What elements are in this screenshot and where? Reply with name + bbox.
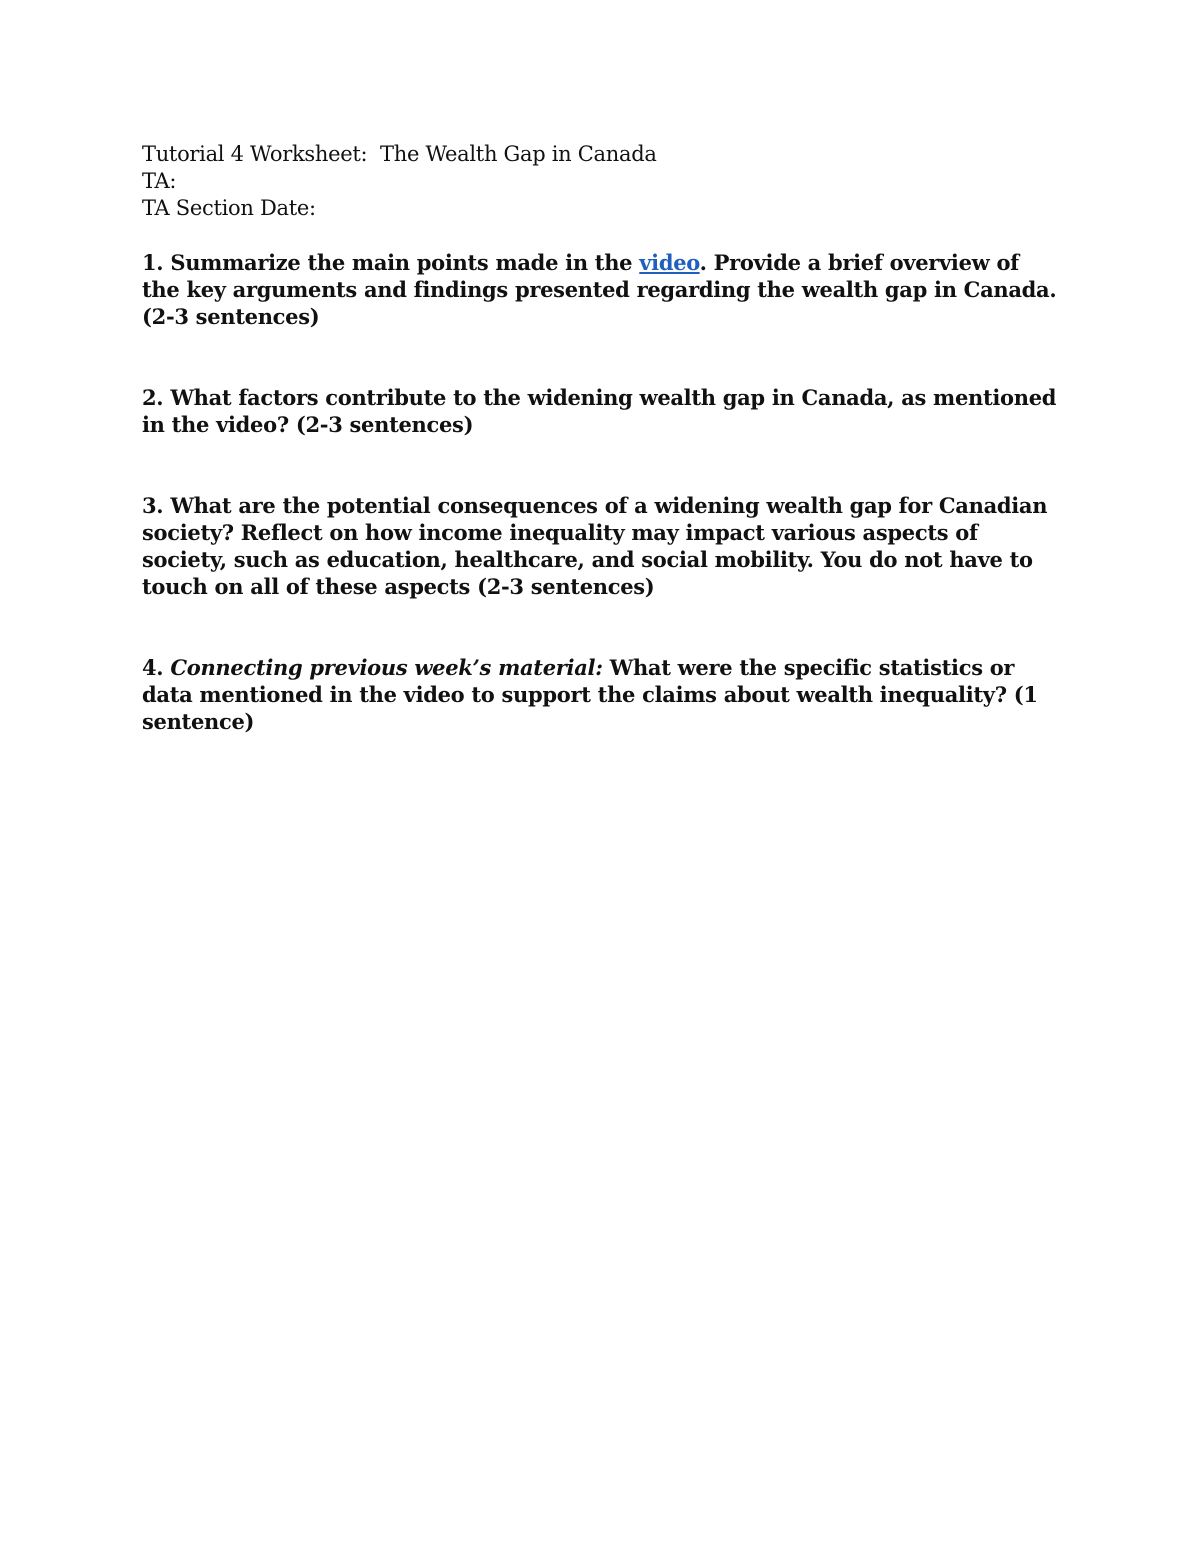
question-2-number: 2. <box>142 385 164 410</box>
document-content <box>142 141 1062 735</box>
question-3-number: 3. <box>142 493 164 518</box>
question-4-number: 4. <box>142 655 164 680</box>
question-1 <box>142 249 1062 330</box>
worksheet-title <box>142 141 1062 168</box>
question-1-text-after-link: . Provide a brief overview of the key arguments and findings presented regarding the wealth gap in Canada. (2-3 sentences) <box>142 250 1057 329</box>
question-4 <box>142 654 1062 735</box>
question-3 <box>142 492 1062 600</box>
question-2 <box>142 384 1062 438</box>
question-2-text: What factors contribute to the widening wealth gap in Canada, as mentioned in the video? (2-3 sentences) <box>142 385 1057 437</box>
worksheet-title-topic: The Wealth Gap in Canada <box>380 142 657 166</box>
ta-section-date-label: TA Section Date: <box>142 196 316 220</box>
worksheet-title-prefix: Tutorial 4 Worksheet: <box>142 142 368 166</box>
worksheet-header <box>142 141 1062 222</box>
ta-label: TA: <box>142 169 177 193</box>
question-1-text-before-link: Summarize the main points made in the <box>170 250 633 275</box>
video-link[interactable]: video <box>639 250 700 275</box>
question-3-text: What are the potential consequences of a widening wealth gap for Canadian society? Reflect on how income inequality may impact various aspects of society, such as education, healthcare, and social mobility. You do not have to touch on all of these aspects (2-3 sentences) <box>142 493 1048 599</box>
question-4-italic-lead: Connecting previous week’s material: <box>170 655 603 680</box>
question-4-text: What were the specific statistics or data mentioned in the video to support the claims about wealth inequality? (1 sentence) <box>142 655 1038 734</box>
question-1-number: 1. <box>142 250 164 275</box>
